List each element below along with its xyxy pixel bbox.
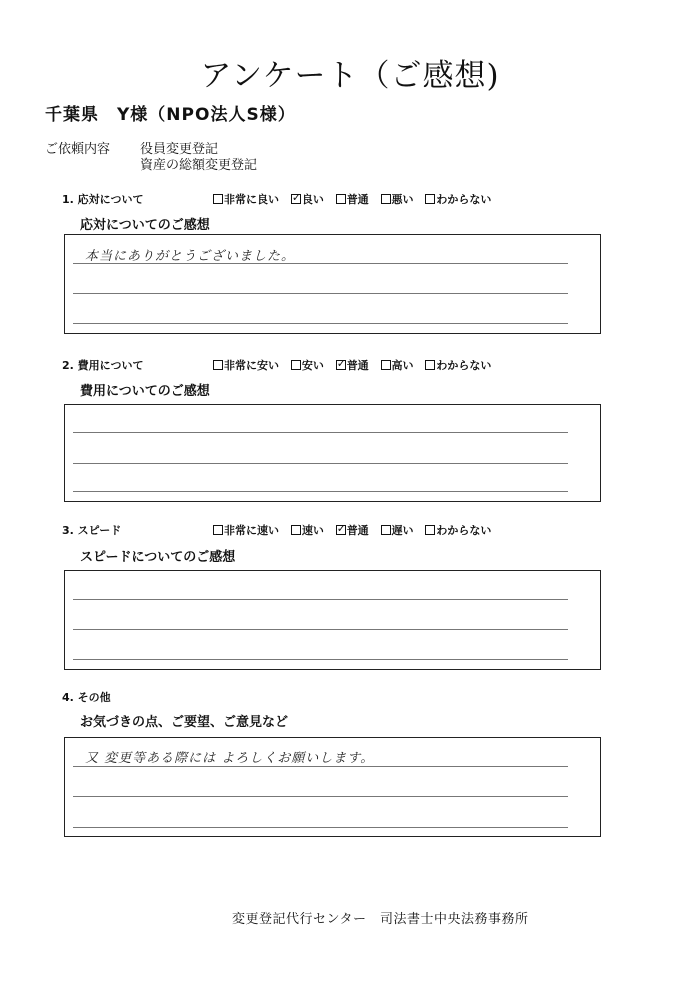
question-2-comment-label: 費用についてのご感想 [80,384,210,399]
question-2-heading: 2. 費用について [62,359,144,372]
checkbox-icon[interactable] [381,194,391,204]
option[interactable]: わからない [425,191,491,207]
option[interactable]: 普通 [336,191,369,207]
request-item-asset-change: 資産の総額変更登記 [140,158,258,173]
ruled-line [73,263,568,264]
question-4-comment-text: 又 変更等ある際には よろしくお願いします。 [85,751,375,766]
question-4-heading: 4. その他 [62,691,111,704]
question-3-options [213,522,499,538]
checkbox-icon[interactable] [213,194,223,204]
option[interactable]: 安い [291,357,324,373]
checkbox-icon[interactable] [291,360,301,370]
question-4-comment-label: お気づきの点、ご要望、ご意見など [80,715,289,730]
option[interactable]: 非常に安い [213,357,279,373]
checkbox-icon[interactable] [381,360,391,370]
question-1-options [213,191,499,207]
question-3-heading: 3. スピード [62,524,122,537]
ruled-line [73,659,568,660]
question-3-comment-box[interactable] [64,570,601,670]
option[interactable]: 非常に良い [213,191,279,207]
request-item-officer-change: 役員変更登記 [140,142,219,157]
ruled-line [73,432,568,433]
checkbox-icon[interactable] [291,194,301,204]
question-1-comment-text: 本当にありがとうございました。 [85,249,296,264]
ruled-line [73,599,568,600]
question-1-comment-box[interactable] [64,234,601,334]
option[interactable]: 非常に速い [213,522,279,538]
ruled-line [73,766,568,767]
client-name: 千葉県 Y様（NPO法人S様） [45,105,296,125]
question-1-comment-label: 応対についてのご感想 [80,218,210,233]
option[interactable]: わからない [425,522,491,538]
ruled-line [73,629,568,630]
ruled-line [73,323,568,324]
question-1-heading: 1. 応対について [62,193,144,206]
checkbox-icon[interactable] [291,525,301,535]
option[interactable]: ✓ 良い [291,191,324,207]
checkbox-icon[interactable] [213,360,223,370]
ruled-line [73,796,568,797]
checkbox-icon[interactable] [425,360,435,370]
question-3-comment-label: スピードについてのご感想 [80,550,236,565]
ruled-line [73,491,568,492]
option[interactable]: 高い [381,357,414,373]
request-label: ご依頼内容 [45,142,111,157]
ruled-line [73,293,568,294]
survey-title: アンケート（ご感想) [200,58,500,94]
option[interactable]: 悪い [381,191,414,207]
checkbox-icon[interactable] [336,360,346,370]
option[interactable]: わからない [425,357,491,373]
checkbox-icon[interactable] [213,525,223,535]
checkbox-icon[interactable] [381,525,391,535]
checkbox-icon[interactable] [425,194,435,204]
question-2-comment-box[interactable] [64,404,601,502]
option[interactable]: ✓ 普通 [336,357,369,373]
office-name: 変更登記代行センター 司法書士中央法務事務所 [232,912,529,927]
ruled-line [73,827,568,828]
checkbox-icon[interactable] [336,194,346,204]
option[interactable]: ✓ 普通 [336,522,369,538]
question-4-comment-box[interactable] [64,737,601,837]
option[interactable]: 遅い [381,522,414,538]
checkbox-icon[interactable] [336,525,346,535]
ruled-line [73,463,568,464]
question-2-options [213,357,499,373]
option[interactable]: 速い [291,522,324,538]
checkbox-icon[interactable] [425,525,435,535]
